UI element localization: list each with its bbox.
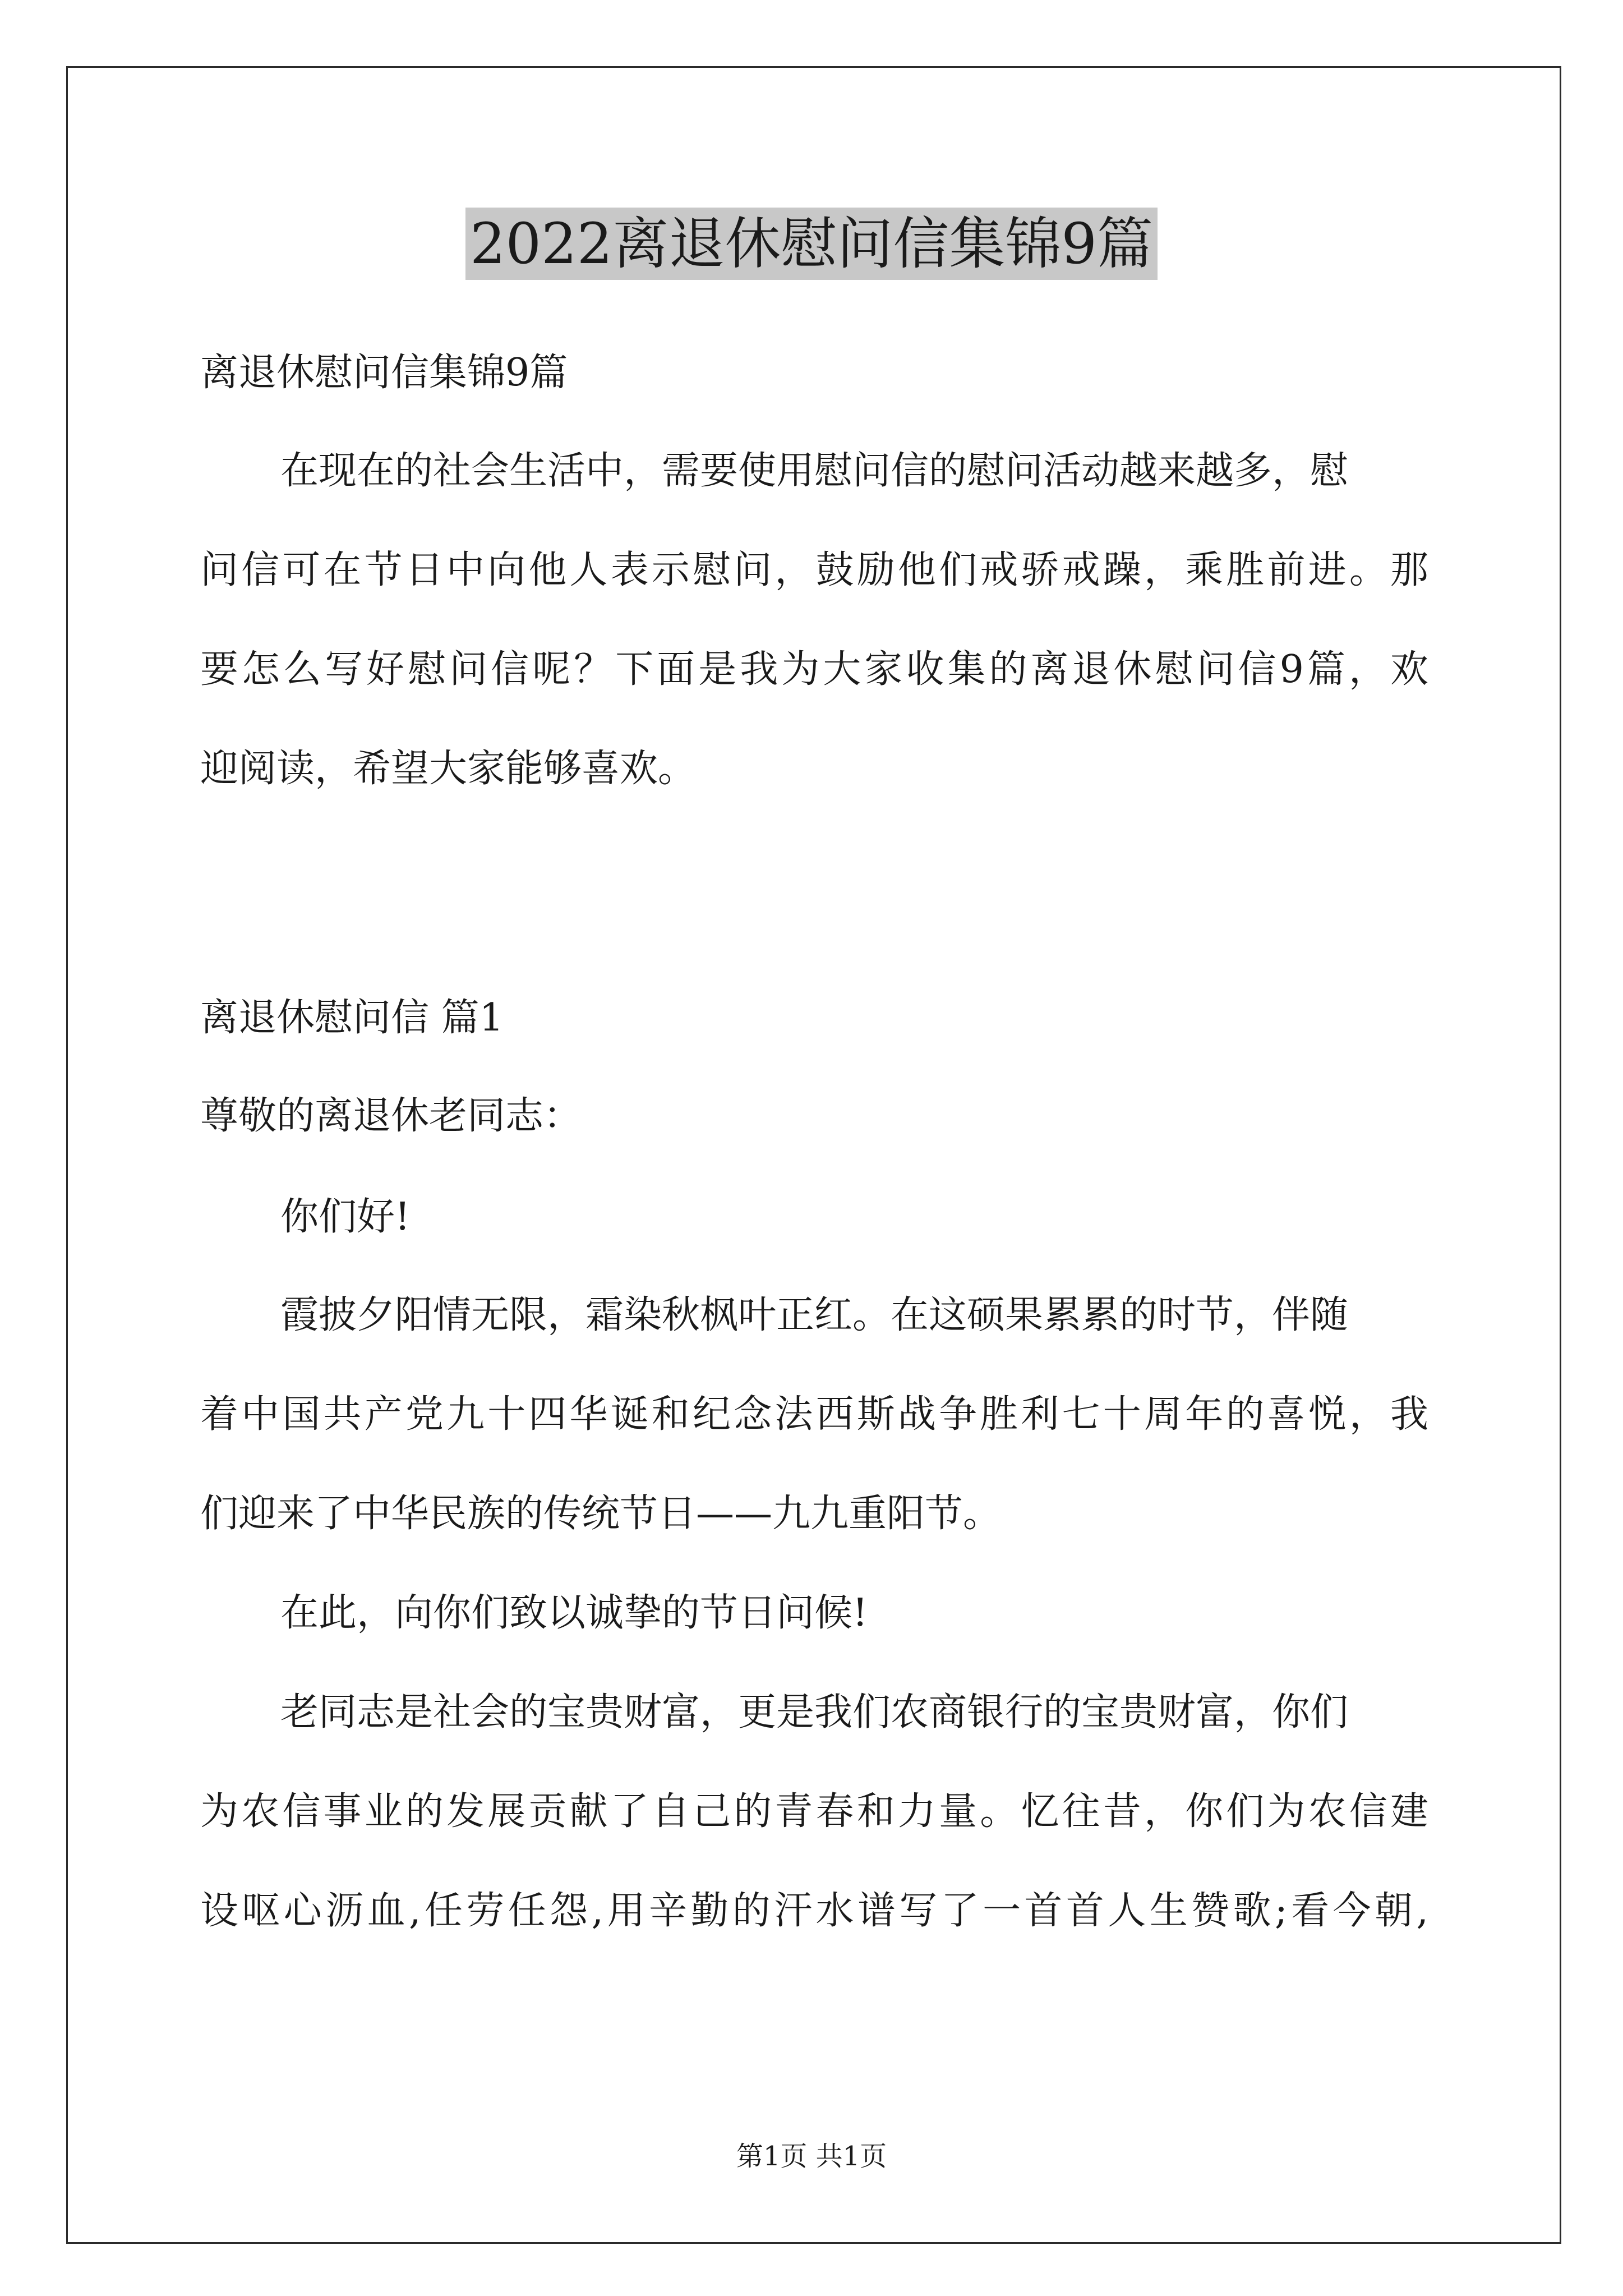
intro-line: 在现在的社会生活中，需要使用慰问信的慰问活动越来越多，慰: [280, 449, 1349, 493]
greeting: 你们好!: [280, 1195, 411, 1239]
paragraph-line: 在此，向你们致以诚挚的节日问候!: [280, 1591, 868, 1635]
section-heading: 离退休慰问信 篇1: [200, 996, 504, 1040]
paragraph-line: 为农信事业的发展贡献了自己的青春和力量。忆往昔，你们为农信建: [200, 1789, 1428, 1834]
paragraph-line: 设呕心沥血,任劳任怨,用辛勤的汗水谱写了一首首人生赞歌;看今朝,: [200, 1889, 1428, 1933]
paragraph-line: 们迎来了中华民族的传统节日——九九重阳节。: [200, 1492, 1002, 1536]
salutation: 尊敬的离退休老同志：: [200, 1094, 582, 1138]
paragraph-line: 老同志是社会的宝贵财富，更是我们农商银行的宝贵财富，你们: [280, 1690, 1349, 1734]
page-footer: 第1页 共1页: [736, 2141, 887, 2172]
intro-line: 问信可在节日中向他人表示慰问，鼓励他们戒骄戒躁，乘胜前进。那: [200, 548, 1428, 592]
paragraph-line: 着中国共产党九十四华诞和纪念法西斯战争胜利七十周年的喜悦，我: [200, 1392, 1428, 1437]
intro-line: 要怎么写好慰问信呢？下面是我为大家收集的离退休慰问信9篇，欢: [200, 647, 1428, 692]
document-title: 2022离退休慰问信集锦9篇: [0, 199, 1623, 289]
document-subtitle: 离退休慰问信集锦9篇: [200, 351, 568, 395]
paragraph-line: 霞披夕阳情无限，霜染秋枫叶正红。在这硕果累累的时节，伴随: [280, 1293, 1349, 1337]
intro-line: 迎阅读，希望大家能够喜欢。: [200, 747, 697, 791]
